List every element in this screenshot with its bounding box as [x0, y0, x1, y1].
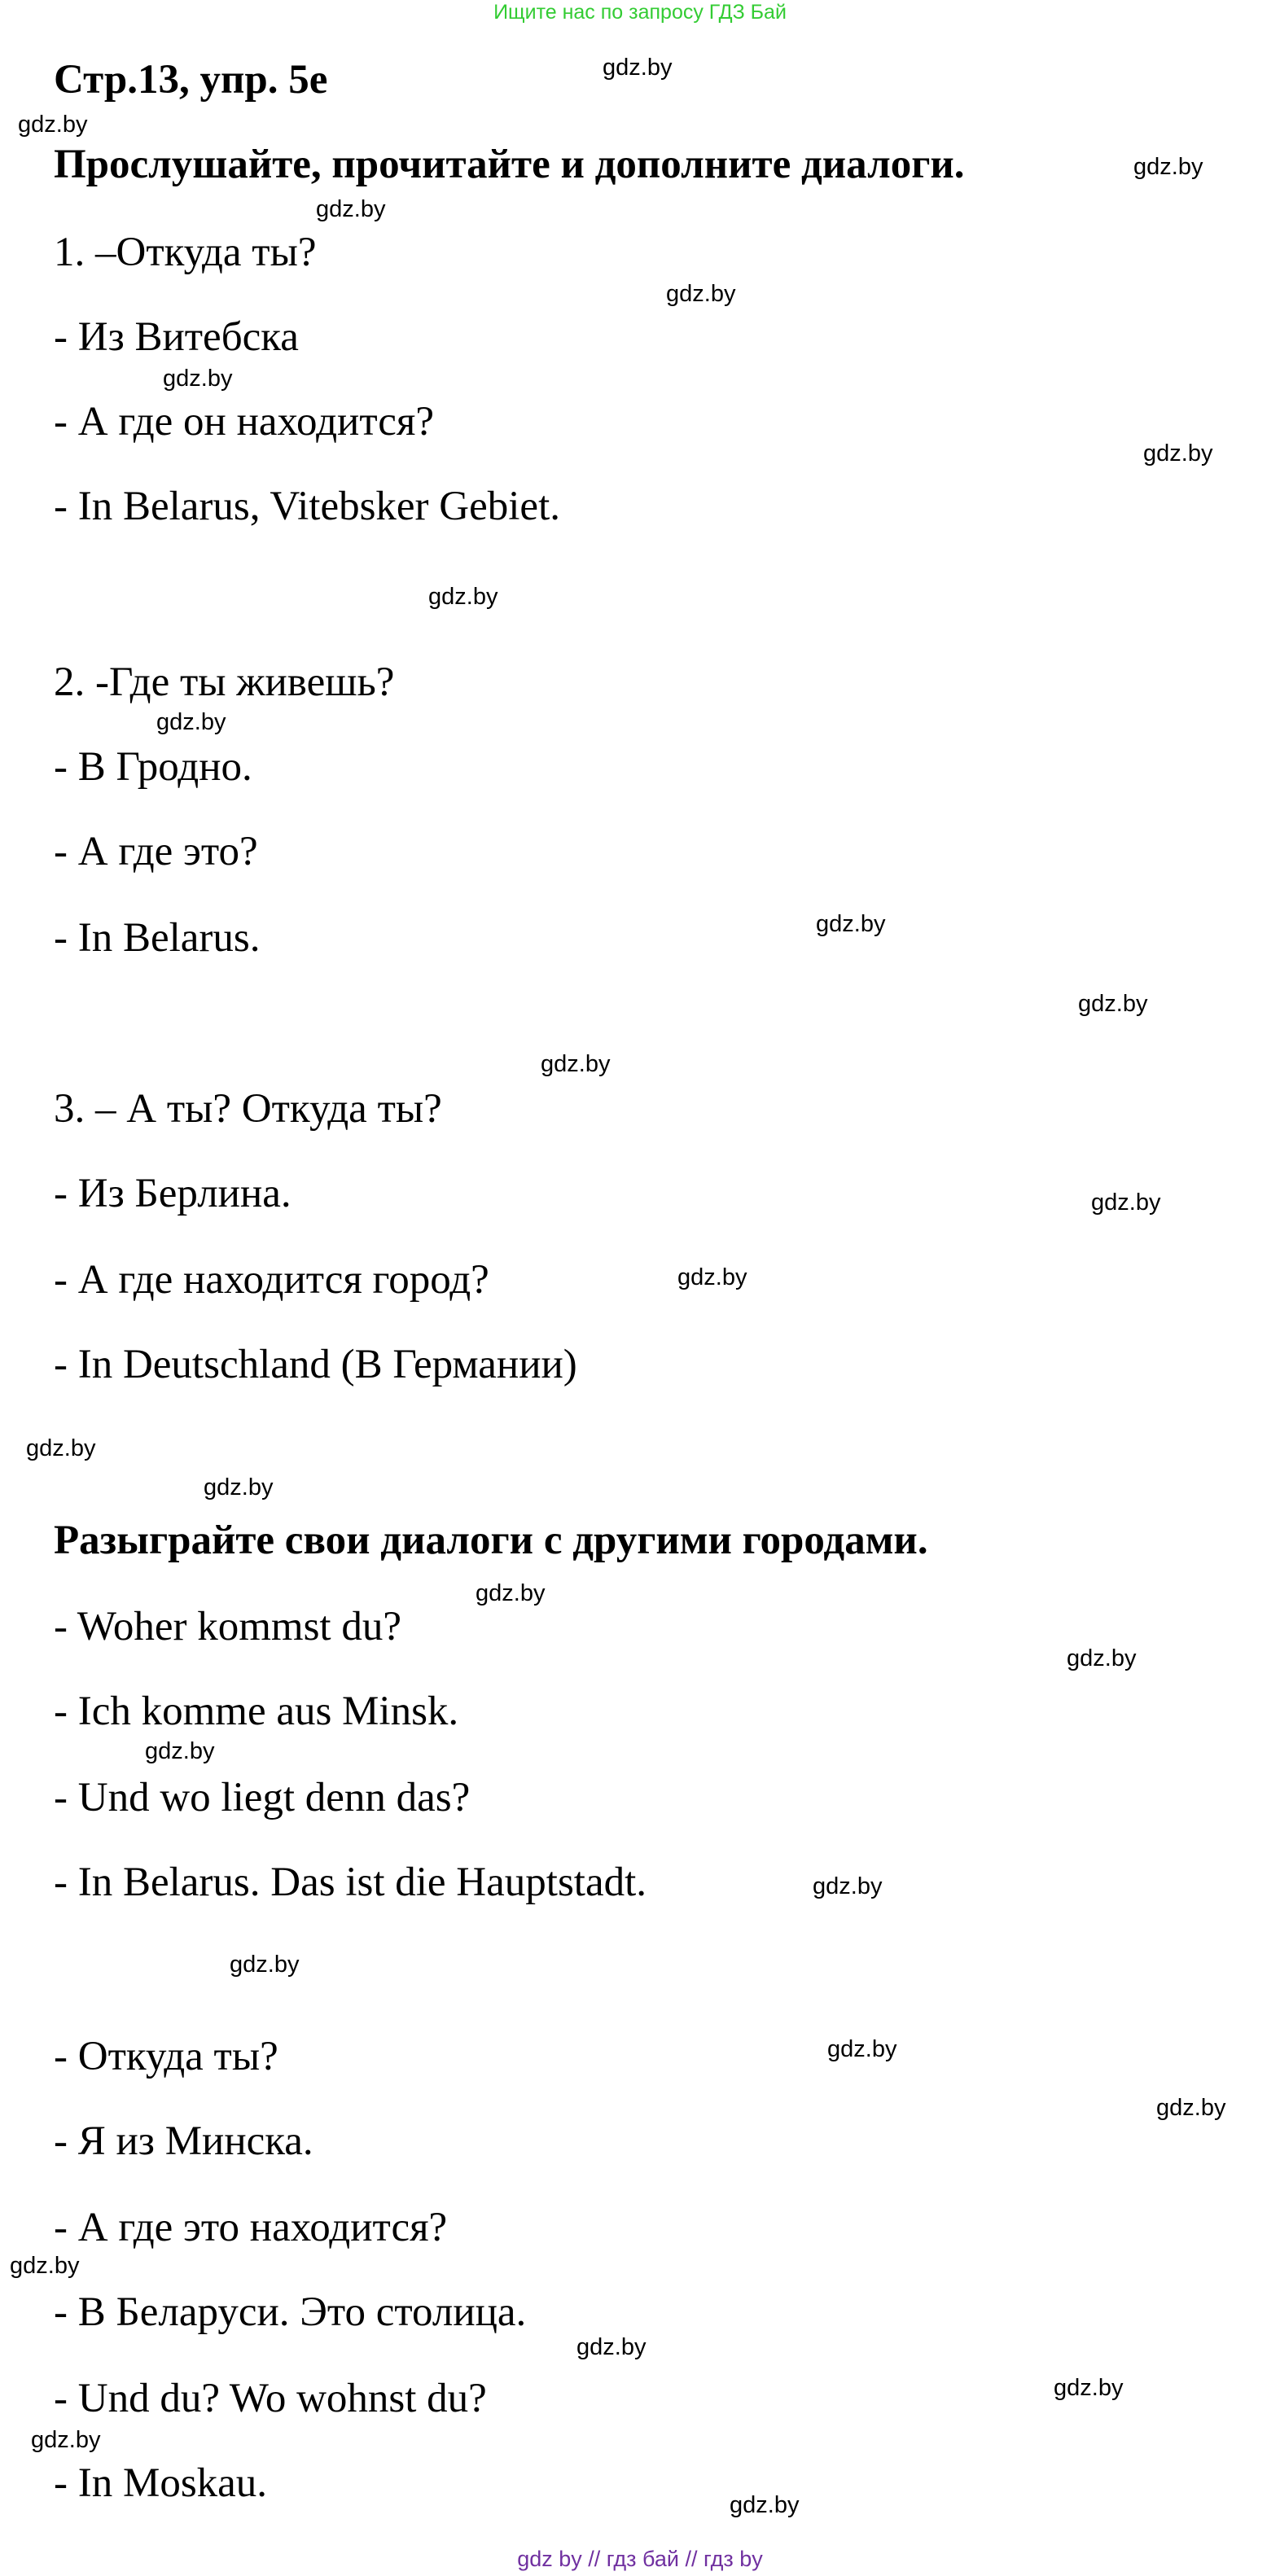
- dialog-3-line-2: - Из Берлина.: [54, 1171, 292, 1216]
- dialog-2-line-3: - А где это?: [54, 829, 258, 874]
- watermark: gdz.by: [603, 55, 673, 81]
- dialog-4-line-4: - In Belarus. Das ist die Hauptstadt.: [54, 1860, 647, 1905]
- watermark: gdz.by: [827, 2036, 897, 2062]
- dialog-5-line-3: - А где это находится?: [54, 2205, 448, 2250]
- watermark: gdz.by: [31, 2427, 101, 2453]
- dialog-5-line-1: - Откуда ты?: [54, 2034, 278, 2079]
- footer-links[interactable]: gdz by // гдз бай // гдз by: [517, 2547, 763, 2571]
- watermark: gdz.by: [230, 1952, 300, 1978]
- watermark: gdz.by: [813, 1873, 883, 1899]
- watermark: gdz.by: [1156, 2095, 1226, 2121]
- watermark: gdz.by: [163, 366, 233, 392]
- task-heading-listen: Прослушайте, прочитайте и дополните диалоги.: [54, 142, 965, 187]
- watermark: gdz.by: [316, 196, 386, 222]
- task-heading-roleplay: Разыграйте свои диалоги с другими городами.: [54, 1518, 928, 1563]
- watermark: gdz.by: [1054, 2375, 1124, 2401]
- watermark: gdz.by: [1143, 440, 1213, 467]
- dialog-4-line-1: - Woher kommst du?: [54, 1604, 401, 1649]
- dialog-5-line-4: - В Беларуси. Это столица.: [54, 2289, 527, 2335]
- dialog-2-line-2: - В Гродно.: [54, 744, 252, 790]
- watermark: gdz.by: [666, 281, 736, 307]
- dialog-1-line-2: - Из Витебска: [54, 314, 299, 360]
- dialog-3-line-4: - In Deutschland (В Германии): [54, 1342, 577, 1387]
- dialog-1-line-1: 1. –Откуда ты?: [54, 230, 317, 275]
- page-title: Стр.13, упр. 5е: [54, 57, 328, 103]
- watermark: gdz.by: [677, 1264, 747, 1290]
- watermark: gdz.by: [476, 1580, 546, 1606]
- watermark: gdz.by: [816, 911, 886, 937]
- watermark: gdz.by: [541, 1051, 611, 1077]
- watermark: gdz.by: [10, 2253, 80, 2279]
- top-banner[interactable]: Ищите нас по запросу ГДЗ Бай: [493, 1, 787, 24]
- dialog-4-line-3: - Und wo liegt denn das?: [54, 1775, 471, 1820]
- watermark: gdz.by: [576, 2334, 647, 2360]
- watermark: gdz.by: [428, 584, 498, 610]
- watermark: gdz.by: [1078, 991, 1148, 1017]
- dialog-1-line-3: - А где он находится?: [54, 399, 434, 445]
- dialog-3-line-3: - А где находится город?: [54, 1257, 489, 1303]
- dialog-5-line-5: - Und du? Wo wohnst du?: [54, 2376, 487, 2421]
- dialog-2-line-1: 2. -Где ты живешь?: [54, 659, 395, 705]
- watermark: gdz.by: [1133, 154, 1203, 180]
- dialog-5-line-2: - Я из Минска.: [54, 2118, 313, 2164]
- dialog-3-line-1: 3. – А ты? Откуда ты?: [54, 1086, 442, 1132]
- dialog-4-line-2: - Ich komme aus Minsk.: [54, 1689, 459, 1734]
- watermark: gdz.by: [1091, 1189, 1161, 1216]
- watermark: gdz.by: [145, 1738, 215, 1764]
- watermark: gdz.by: [156, 709, 226, 735]
- watermark: gdz.by: [204, 1474, 274, 1500]
- dialog-1-line-4: - In Belarus, Vitebsker Gebiet.: [54, 484, 560, 529]
- watermark: gdz.by: [730, 2492, 800, 2518]
- dialog-2-line-4: - In Belarus.: [54, 915, 261, 961]
- watermark: gdz.by: [26, 1435, 96, 1461]
- watermark: gdz.by: [1067, 1645, 1137, 1671]
- dialog-5-line-6: - In Moskau.: [54, 2460, 268, 2506]
- watermark: gdz.by: [18, 112, 88, 138]
